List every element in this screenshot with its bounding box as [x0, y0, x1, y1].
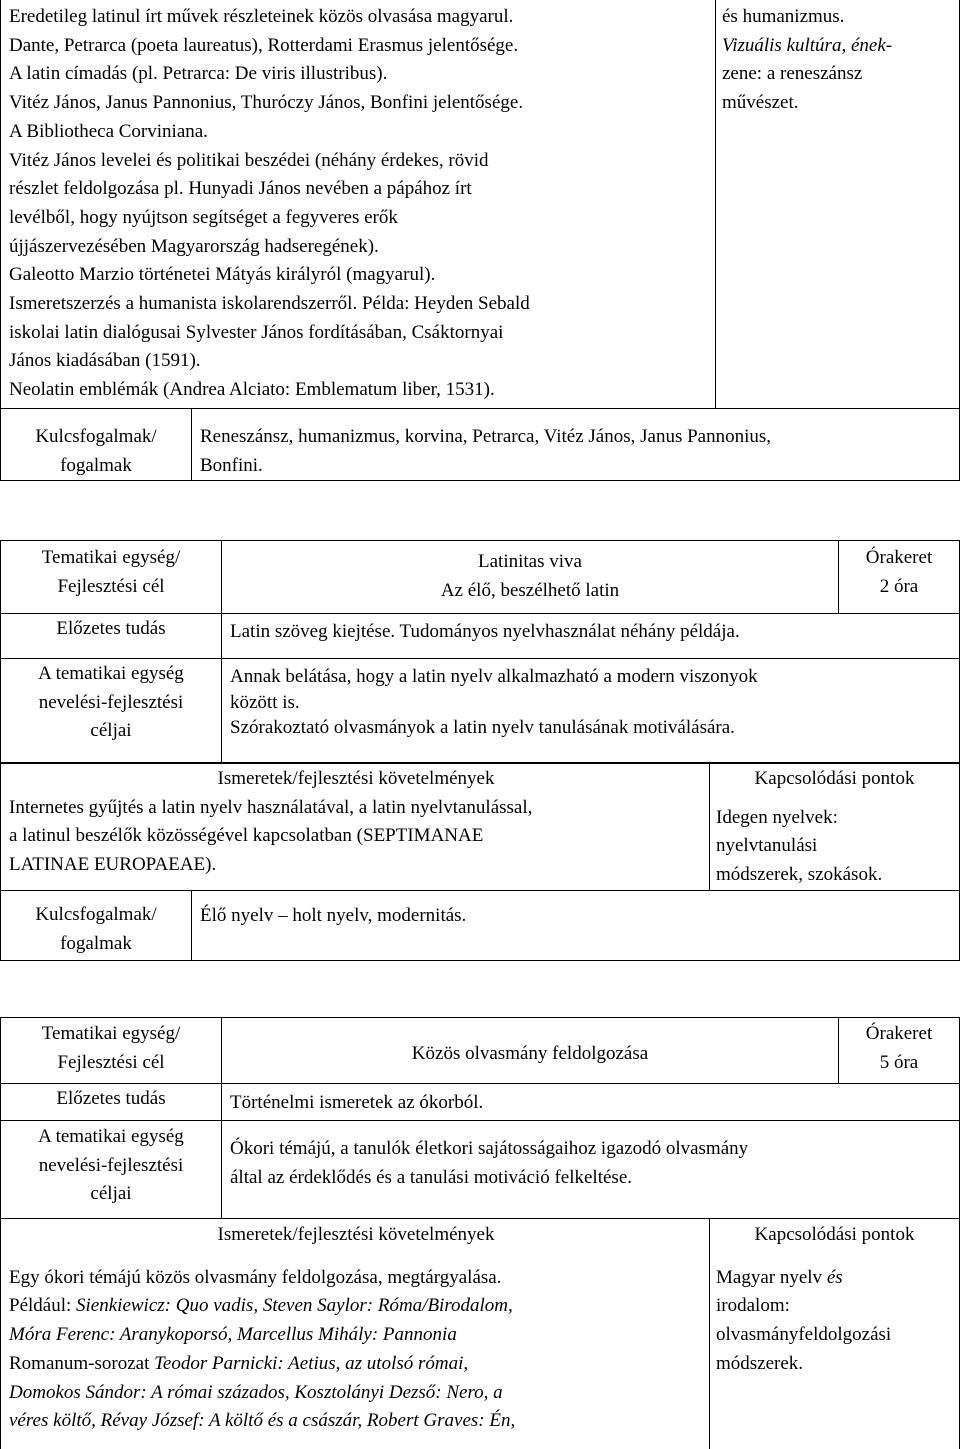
content-line: iskolai latin dialógusai Sylvester János fordításában, Csáktornyai	[9, 321, 504, 343]
key-concepts-text: Reneszánsz, humanizmus, korvina, Petrarca, Vitéz János, Janus Pannonius, Bonfini.	[192, 409, 960, 481]
hours-value: 5 óra	[879, 1051, 919, 1073]
section2-key-table	[0, 890, 960, 961]
links-header: Kapcsolódási pontok	[754, 1224, 915, 1245]
links-line: és humanizmus.	[722, 6, 845, 27]
prior-knowledge-text: Latin szöveg kiejtése. Tudományos nyelvhasználat néhány példája.	[222, 614, 960, 659]
section3-req-table	[0, 1218, 960, 1449]
content-line: Vitéz János levelei és politikai beszédei (néhány érdekes, rövid	[9, 149, 489, 171]
content-line: Eredetileg latinul írt művek részleteinek közös olvasása magyarul.	[9, 6, 514, 27]
goals-text: Annak belátása, hogy a latin nyelv alkalmazható a modern viszonyok között is. Szórakoztató olvasmányok a latin nyelv tanulásának motiválására.	[222, 659, 960, 764]
key-concepts-label: Kulcsfogalmak/ fogalmak	[1, 409, 192, 481]
prior-knowledge-label: Előzetes tudás	[1, 1084, 222, 1121]
goals-text: Ókori témájú, a tanulók életkori sajátosságaihoz igazodó olvasmány által az érdeklődés és a tanulási motiváció felkeltése.	[222, 1121, 960, 1219]
content-line: A Bibliotheca Corviniana.	[9, 120, 208, 142]
hours-cell	[839, 541, 960, 614]
hours-label: Órakeret	[865, 1023, 933, 1044]
requirements-header: Ismeretek/fejlesztési követelmények	[217, 1224, 495, 1245]
links-cell: Kapcsolódási pontok Idegen nyelvek: nyelvtanulási módszerek, szokások.	[710, 763, 960, 891]
content-line: Galeotto Marzio történetei Mátyás királyról (magyarul).	[9, 264, 436, 286]
content-line: újjászervezésében Magyarország hadseregének).	[9, 235, 379, 257]
goals-label: A tematikai egység nevelési-fejlesztési céljai	[1, 1121, 222, 1219]
requirements-cell: Ismeretek/fejlesztési követelmények Internetes gyűjtés a latin nyelv használatával, a latin nyelvtanulással, a latinul beszélők közösségével kapcsolatban (SEPTIMANAE LATINAE EUROPAEAE).	[1, 763, 710, 891]
unit-label: Tematikai egység/ Fejlesztési cél	[1, 541, 222, 614]
links-line: művészet.	[722, 92, 799, 114]
key-concepts-text: Élő nyelv – holt nyelv, modernitás.	[192, 891, 960, 961]
content-line: Ismeretszerzés a humanista iskolarendszerről. Példa: Heyden Sebald	[9, 293, 530, 315]
content-line: János kiadásában (1591).	[9, 350, 201, 372]
goals-label: A tematikai egység nevelési-fejlesztési céljai	[1, 659, 222, 764]
links-line: zene: a reneszánsz	[722, 63, 863, 85]
prior-knowledge-text: Történelmi ismeretek az ókorból.	[222, 1084, 960, 1121]
key-concepts-label: Kulcsfogalmak/ fogalmak	[1, 891, 192, 961]
hours-cell	[839, 1018, 960, 1084]
hours-value: 2 óra	[879, 575, 919, 597]
unit-title: Közös olvasmány feldolgozása	[222, 1018, 839, 1084]
section2-header-table	[0, 540, 960, 764]
unit-title: Latinitas viva Az élő, beszélhető latin	[222, 541, 839, 614]
content-line: Dante, Petrarca (poeta laureatus), Rotterdami Erasmus jelentősége.	[9, 34, 519, 56]
section2-req-table	[0, 762, 960, 891]
section1-content-cell	[1, 0, 716, 409]
hours-label: Órakeret	[865, 547, 933, 568]
requirements-header: Ismeretek/fejlesztési követelmények	[217, 768, 495, 789]
content-line: Vitéz János, Janus Pannonius, Thuróczy János, Bonfini jelentősége.	[9, 92, 524, 114]
links-cell: Kapcsolódási pontok Magyar nyelv és irodalom: olvasmányfeldolgozási módszerek.	[710, 1219, 960, 1449]
content-line: levélből, hogy nyújtson segítséget a fegyveres erők	[9, 206, 398, 228]
content-line: részlet feldolgozása pl. Hunyadi János nevében a pápához írt	[9, 178, 472, 200]
content-line: A latin címadás (pl. Petrarca: De viris illustribus).	[9, 63, 388, 85]
links-line: Vizuális kultúra, ének-	[722, 34, 893, 56]
links-header: Kapcsolódási pontok	[754, 768, 915, 789]
section3-header-table	[0, 1017, 960, 1219]
section1-key-table	[0, 408, 960, 481]
prior-knowledge-label: Előzetes tudás	[1, 614, 222, 659]
section1-table	[0, 0, 960, 409]
unit-label: Tematikai egység/ Fejlesztési cél	[1, 1018, 222, 1084]
requirements-cell: Ismeretek/fejlesztési követelmények Egy ókori témájú közös olvasmány feldolgozása, megtárgyalása. Például: Sienkiewicz: Quo vadis, Steven Saylor: Róma/Birodalom, Móra Ferenc: Aranykoporsó, Marcellus Mihály: Pannonia Romanum-sorozat Teodor Parnicki: Aetius, az utolsó római, Domokos Sándor: A római százados, Kosztolányi Dezső: Nero, a véres költő, Révay József: A költő és a császár, Robert Graves: Én,	[1, 1219, 710, 1449]
content-line: Neolatin emblémák (Andrea Alciato: Emblematum liber, 1531).	[9, 379, 495, 401]
section1-links-cell	[716, 0, 960, 409]
